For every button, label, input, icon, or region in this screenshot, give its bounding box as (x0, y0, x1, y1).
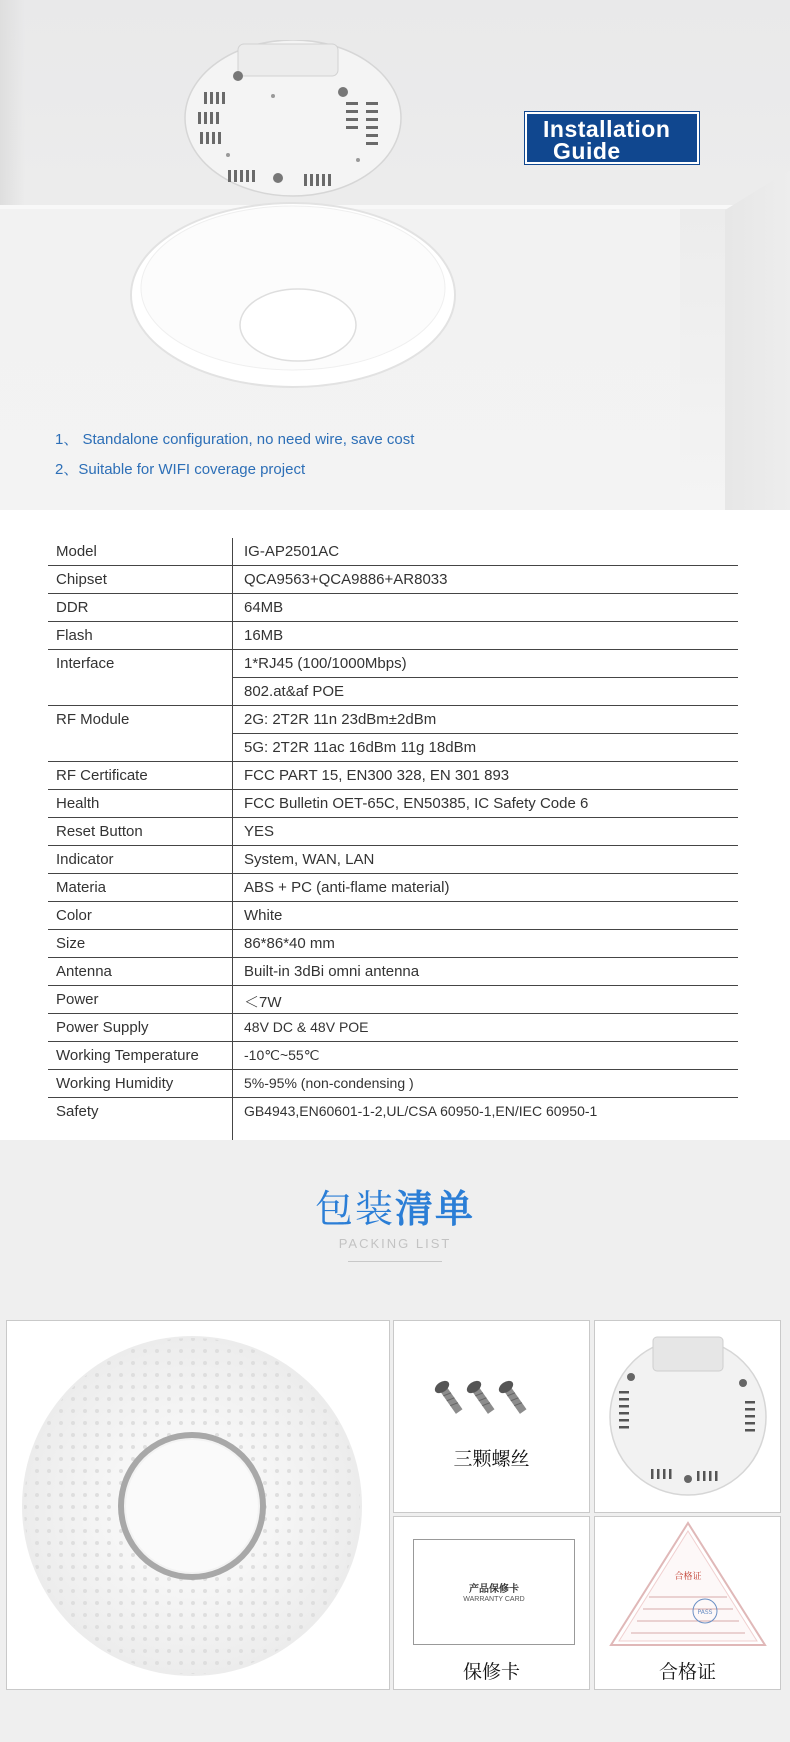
warranty-card-subtitle: WARRANTY CARD (463, 1596, 525, 1603)
spec-value: 5G: 2T2R 11ac 16dBm 11g 18dBm (244, 739, 477, 756)
warranty-label: 保修卡 (462, 1662, 520, 1683)
packing-subtitle: PACKING LIST (338, 1236, 452, 1251)
spec-label: Reset Button (56, 823, 143, 840)
warranty-card-title: 产品保修卡 (469, 1584, 519, 1595)
table-row (48, 790, 738, 818)
packing-item-certificate (594, 1516, 781, 1690)
spec-label: Working Temperature (56, 1047, 199, 1064)
spec-value: FCC Bulletin OET-65C, EN50385, IC Safety Code 6 (244, 795, 589, 812)
table-row (48, 594, 738, 622)
spec-table (48, 538, 738, 1140)
screws-image (394, 1321, 590, 1441)
table-row (48, 1042, 738, 1070)
spec-value: 86*86*40 mm (244, 935, 335, 952)
spec-value: 5%-95% (non-condensing ) (244, 1075, 414, 1091)
spec-label: Color (56, 907, 92, 924)
table-row (48, 958, 738, 986)
spec-value: White (244, 907, 283, 924)
table-row (48, 678, 738, 706)
spec-value: IG-AP2501AC (244, 543, 340, 560)
spec-value: 16MB (244, 627, 284, 644)
warranty-card-image (413, 1539, 575, 1645)
packing-title-bold: 清单 (395, 1189, 476, 1231)
certificate-pass-stamp: PASS (697, 1609, 713, 1616)
installation-hero (0, 0, 790, 510)
packing-list-section (0, 1140, 790, 1742)
spec-label: Materia (56, 879, 107, 896)
table-row (48, 930, 738, 958)
spec-value: GB4943,EN60601-1-2,UL/CSA 60950-1,EN/IEC 60950-1 (244, 1103, 598, 1119)
table-row (48, 1098, 738, 1140)
table-row (48, 902, 738, 930)
spec-label: Flash (56, 627, 93, 644)
table-row (48, 650, 738, 678)
spec-label: Chipset (56, 571, 107, 588)
spec-value: System, WAN, LAN (244, 851, 375, 868)
table-row (48, 846, 738, 874)
spec-value: FCC PART 15, EN300 328, EN 301 893 (244, 767, 510, 784)
specification-section (0, 510, 790, 1140)
packing-item-warranty-card (393, 1516, 590, 1690)
screws-label: 三颗螺丝 (453, 1449, 530, 1470)
spec-value: 802.at&af POE (244, 683, 345, 700)
packing-item-access-point (6, 1320, 390, 1690)
table-row (48, 734, 738, 762)
wall-corner (670, 0, 790, 510)
feature-item: 2、Suitable for WIFI coverage project (55, 461, 306, 478)
title-divider (348, 1261, 442, 1262)
spec-value: QCA9563+QCA9886+AR8033 (244, 571, 448, 588)
spec-value: -10℃~55℃ (244, 1047, 320, 1063)
feature-item: 1、 Standalone configuration, no need wire, save cost (55, 431, 415, 448)
packing-item-screws (393, 1320, 590, 1513)
mounting-bracket-image (595, 1321, 781, 1513)
spec-label: Size (56, 935, 86, 952)
spec-label: Antenna (56, 963, 112, 980)
certificate-label: 合格证 (658, 1662, 716, 1683)
badge-line-2: Guide (553, 138, 621, 164)
spec-value: 1*RJ45 (100/1000Mbps) (244, 655, 407, 672)
spec-label: Power (56, 991, 99, 1008)
spec-label: Health (56, 795, 100, 812)
spec-label: RF Certificate (56, 767, 148, 784)
table-row (48, 538, 738, 566)
spec-value: ＜7W (244, 994, 282, 1011)
table-row (48, 818, 738, 846)
spec-label: Safety (56, 1103, 99, 1120)
access-point-install-image (128, 40, 468, 400)
spec-label: Indicator (56, 851, 114, 868)
spec-value: YES (244, 823, 275, 840)
table-row (48, 874, 738, 902)
table-row (48, 622, 738, 650)
packing-item-mounting-bracket (594, 1320, 781, 1513)
spec-value: 48V DC & 48V POE (244, 1019, 369, 1035)
installation-guide-badge (525, 112, 699, 164)
table-row (48, 762, 738, 790)
spec-value: ABS + PC (anti-flame material) (244, 879, 450, 896)
spec-label: Interface (56, 655, 115, 672)
spec-value: 2G: 2T2R 11n 23dBm±2dBm (244, 711, 437, 728)
spec-value: Built-in 3dBi omni antenna (244, 963, 420, 980)
spec-value: 64MB (244, 599, 284, 616)
spec-label: DDR (56, 599, 89, 616)
table-row (48, 566, 738, 594)
spec-label: RF Module (56, 711, 130, 728)
certificate-title: 合格证 (674, 1572, 702, 1582)
table-row (48, 706, 738, 734)
packing-title (0, 1178, 790, 1233)
table-row (48, 1070, 738, 1098)
spec-label: Working Humidity (56, 1075, 174, 1092)
spec-label: Model (56, 543, 97, 560)
spec-label: Power Supply (56, 1019, 149, 1036)
certificate-image (595, 1517, 781, 1657)
table-row (48, 1014, 738, 1042)
access-point-image (7, 1321, 390, 1690)
packing-title-light: 包装 (314, 1189, 395, 1231)
feature-list (55, 425, 414, 485)
badge-line-1: Installation (543, 116, 671, 142)
table-row (48, 986, 738, 1014)
